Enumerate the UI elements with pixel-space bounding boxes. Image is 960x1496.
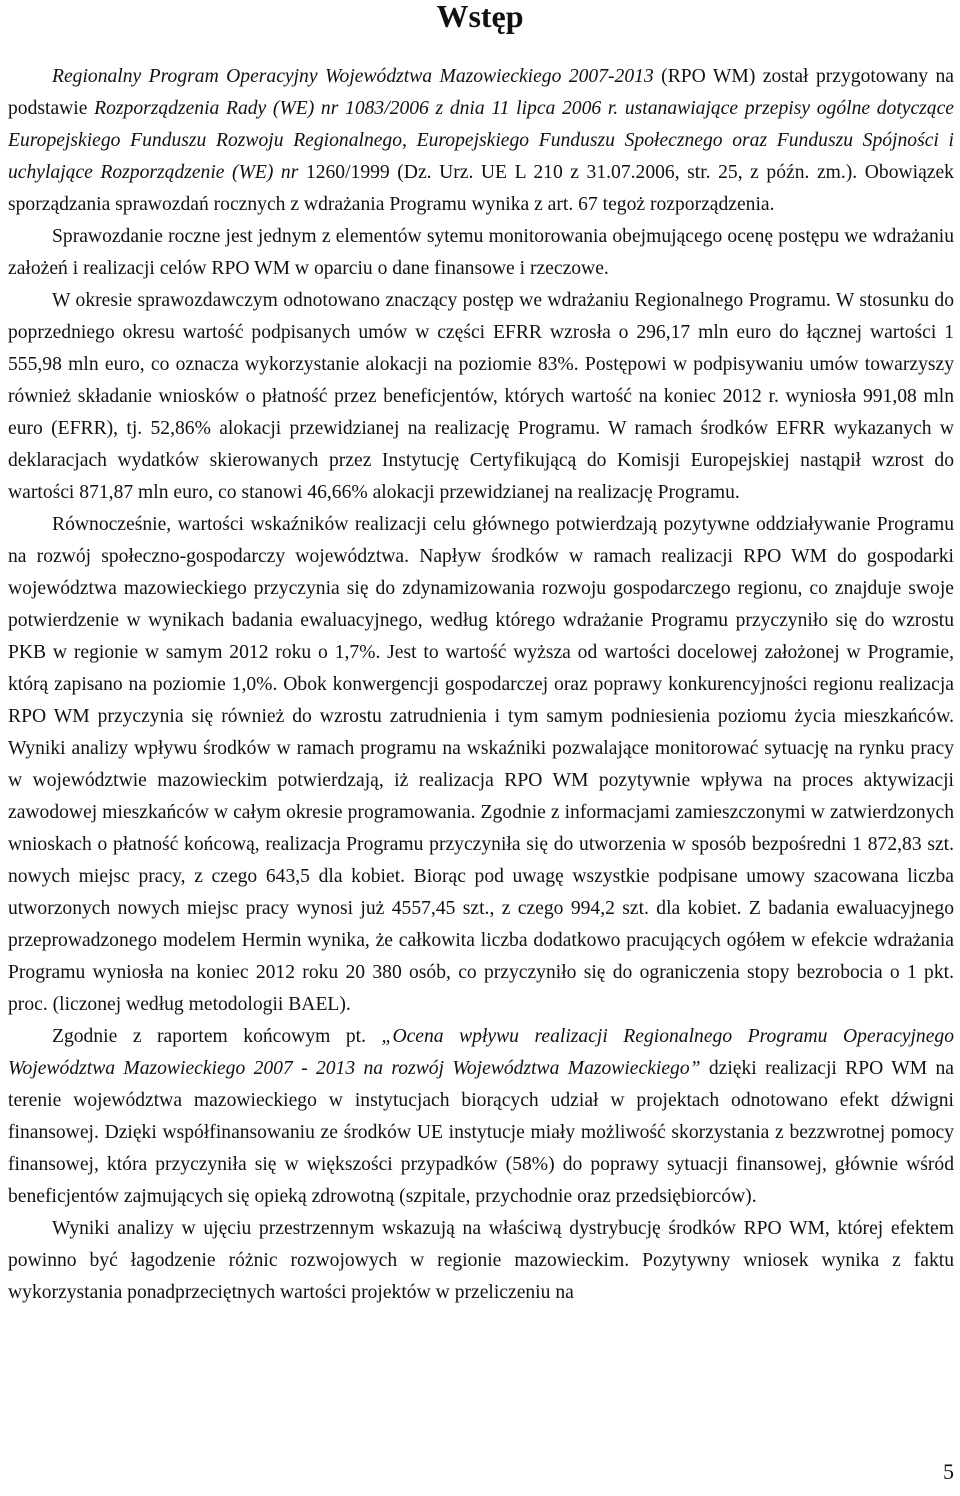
paragraph-1 <box>8 61 954 221</box>
paragraph-text: Wyniki analizy w ujęciu przestrzennym wskazują na właściwą dystrybucję środków RPO WM, której efektem powinno być łagodzenie różnic rozwojowych w regionie mazowieckim. Pozytywny wniosek wynika z faktu wykorzystania ponadprzeciętnych wartości projektów w przeliczeniu na <box>8 1218 954 1303</box>
paragraph-text: Sprawozdanie roczne jest jednym z elementów sytemu monitorowania obejmującego ocenę postępu we wdrażaniu założeń i realizacji celów RPO WM w oparciu o dane finansowe i rzeczowe. <box>8 226 954 279</box>
program-name-italic: Regionalny Program Operacyjny Województwa Mazowieckiego 2007-2013 <box>52 66 654 87</box>
paragraph-4 <box>8 509 954 1021</box>
document-body <box>8 61 954 1309</box>
report-title-italic: „Ocena wpływu realizacji Regionalnego Programu Operacyjnego Województwa Mazowieckiego 2007 - 2013 na rozwój Województwa Mazowieckiego” <box>8 1026 954 1079</box>
paragraph-text: W okresie sprawozdawczym odnotowano znaczący postęp we wdrażaniu Regionalnego Programu. W stosunku do poprzedniego okresu wartość podpisanych umów w części EFRR wzrosła o 296,17 mln euro do łącznej wartości 1 555,98 mln euro, co oznacza wykorzystanie alokacji na poziomie 83%. Postępowi w podpisywaniu umów towarzyszy również składanie wniosków o płatność przez beneficjentów, których wartość na koniec 2012 r. wyniosła 991,08 mln euro (EFRR), tj. 52,86% alokacji przewidzianej na realizację Programu. W ramach środków EFRR wykazanych w deklaracjach wydatków skierowanych przez Instytucję Certyfikującą do Komisji Europejskiej nastąpił wzrost do wartości 871,87 mln euro, co stanowi 46,66% alokacji przewidzianej na realizację Programu. <box>8 290 954 503</box>
paragraph-text: (RPO WM) został przygotowany na podstawie <box>8 66 954 119</box>
paragraph-text: Równocześnie, wartości wskaźników realizacji celu głównego potwierdzają pozytywne oddziaływanie Programu na rozwój społeczno-gospodarczy województwa. Napływ środków w ramach realizacji RPO WM do gospodarki województwa mazowieckiego przyczynia się do zdynamizowania rozwoju gospodarczego regionu, co znajduje swoje potwierdzenie w wynikach badania ewaluacyjnego, według którego wdrażanie Programu przyczyniło się do wzrostu PKB w regionie w samym 2012 roku o 1,7%. Jest to wartość wyższa od wartości docelowej założonej w Programie, którą zapisano na poziomie 1,0%. Obok konwergencji gospodarczej oraz poprawy konkurencyjności regionu realizacja RPO WM przyczynia się również do wzrostu zatrudnienia i tym samym podniesienia poziomu życia mieszkańców. Wyniki analizy wpływu środków w ramach programu na wskaźniki pozwalające monitorować sytuację na rynku pracy w województwie mazowieckim potwierdzają, iż realizacja RPO WM pozytywnie wpływa na proces aktywizacji zawodowej mieszkańców w całym okresie programowania. Zgodnie z informacjami zamieszczonymi w zatwierdzonych wnioskach o płatność końcową, realizacja Programu przyczyniła się do utworzenia w sposób bezpośredni 1 872,83 szt. nowych miejsc pracy, z czego 643,5 dla kobiet. Biorąc pod uwagę wszystkie podpisane umowy szacowana liczba utworzonych nowych miejsc pracy wynosi już 4557,45 szt., z czego 994,2 szt. dla kobiet. Z badania ewaluacyjnego przeprowadzonego modelem Hermin wynika, że całkowita liczba dodatkowo pracujących ogółem w efekcie wdrażania Programu wyniosła na koniec 2012 roku 20 380 osób, co przyczyniło się do ograniczenia stopy bezrobocia o 1 pkt. proc. (liczonej według metodologii BAEL). <box>8 514 954 1015</box>
paragraph-6 <box>8 1213 954 1309</box>
paragraph-text: Zgodnie z raportem końcowym pt. <box>52 1026 382 1047</box>
page-number: 5 <box>943 1459 954 1484</box>
paragraph-3 <box>8 285 954 509</box>
paragraph-2 <box>8 221 954 285</box>
regulation-title-italic: Rozporządzenia Rady (WE) nr 1083/2006 z dnia 11 lipca 2006 r. ustanawiające przepisy ogólne dotyczące Europejskiego Funduszu Rozwoju Regionalnego, Europejskiego Funduszu Społecznego oraz Funduszu Spójności i uchylające Rozporządzenie (WE) nr <box>8 98 954 183</box>
page-title: Wstęp <box>436 0 524 34</box>
paragraph-text: 1260/1999 (Dz. Urz. UE L 210 z 31.07.2006, str. 25, z późn. zm.). Obowiązek sporządzania sprawozdań rocznych z wdrażania Programu wynika z art. 67 tegoż rozporządzenia. <box>8 162 954 215</box>
paragraph-text: dzięki realizacji RPO WM na terenie województwa mazowieckiego w instytucjach biorących udział w projektach odnotowano efekt dźwigni finansowej. Dzięki współfinansowaniu ze środków UE instytucje miały możliwość skorzystania z bezzwrotnej pomocy finansowej, która przyczyniła się w większości przypadków (58%) do poprawy sytuacji finansowej, głównie wśród beneficjentów zajmujących się opieką zdrowotną (szpitale, przychodnie oraz przedsiębiorców). <box>8 1058 955 1207</box>
paragraph-5 <box>8 1021 954 1213</box>
